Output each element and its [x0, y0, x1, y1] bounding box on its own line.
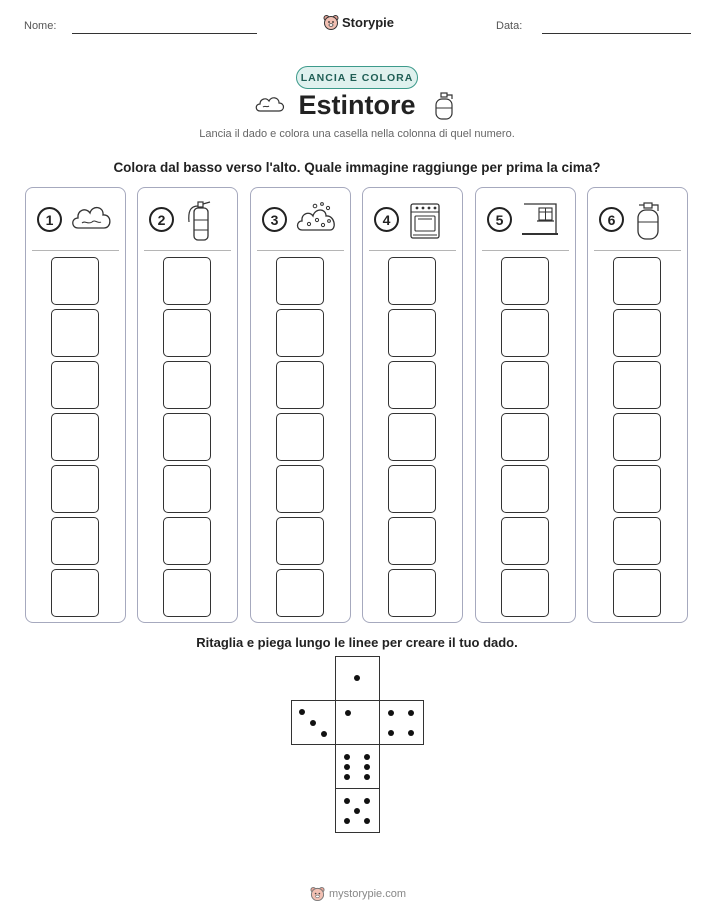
color-cell[interactable] — [613, 257, 661, 305]
color-cell[interactable] — [501, 361, 549, 409]
column-3 — [250, 187, 351, 623]
die-face-1 — [335, 700, 380, 745]
color-cell[interactable] — [51, 413, 99, 461]
die-face-6 — [335, 744, 380, 789]
color-cell[interactable] — [613, 569, 661, 617]
column-header — [363, 188, 462, 250]
column-4 — [362, 187, 463, 623]
page-title: Estintore — [298, 90, 416, 120]
window-icon — [520, 200, 560, 238]
color-cell[interactable] — [501, 517, 549, 565]
color-cell[interactable] — [388, 361, 436, 409]
smoke-cloud-icon — [70, 200, 114, 236]
die-face-3 — [291, 700, 336, 745]
die-pip — [388, 730, 394, 736]
die-pip — [364, 818, 370, 824]
color-cell[interactable] — [163, 413, 211, 461]
column-1 — [25, 187, 126, 623]
column-divider — [32, 250, 119, 251]
color-cell[interactable] — [163, 569, 211, 617]
color-cell[interactable] — [163, 257, 211, 305]
game-instruction: Colora dal basso verso l'alto. Quale immagine raggiunge per prima la cima? — [113, 160, 601, 175]
die-face-1 — [335, 656, 380, 701]
color-cell[interactable] — [276, 413, 324, 461]
color-cell[interactable] — [276, 569, 324, 617]
column-divider — [257, 250, 344, 251]
column-header — [476, 188, 575, 250]
color-cell[interactable] — [501, 413, 549, 461]
brand-logo — [323, 14, 394, 31]
footer — [310, 886, 406, 902]
column-number: 6 — [599, 207, 624, 232]
die-pip — [388, 710, 394, 716]
color-cell[interactable] — [501, 569, 549, 617]
color-cell[interactable] — [51, 257, 99, 305]
die-face-5 — [335, 788, 380, 833]
date-line[interactable] — [542, 33, 691, 34]
color-cell[interactable] — [501, 465, 549, 513]
color-cell[interactable] — [388, 465, 436, 513]
color-cell[interactable] — [613, 517, 661, 565]
color-cell[interactable] — [613, 309, 661, 357]
column-header — [251, 188, 350, 250]
color-cell[interactable] — [51, 361, 99, 409]
color-cell[interactable] — [613, 361, 661, 409]
column-divider — [144, 250, 231, 251]
die-pip — [321, 731, 327, 737]
column-number: 1 — [37, 207, 62, 232]
color-cell[interactable] — [51, 569, 99, 617]
die-pip — [364, 764, 370, 770]
die-pip — [344, 798, 350, 804]
footer-url: mystorypie.com — [329, 888, 407, 900]
gas-cylinder-icon — [632, 200, 664, 242]
color-cell[interactable] — [276, 465, 324, 513]
column-divider — [369, 250, 456, 251]
color-cell[interactable] — [388, 309, 436, 357]
column-number: 5 — [487, 207, 512, 232]
name-label: Nome: — [24, 20, 57, 32]
color-cell[interactable] — [51, 465, 99, 513]
bear-logo-icon — [323, 14, 339, 31]
bear-logo-icon — [310, 886, 325, 902]
color-cell[interactable] — [51, 309, 99, 357]
race-columns — [25, 187, 689, 623]
column-number: 2 — [149, 207, 174, 232]
column-2 — [137, 187, 238, 623]
color-cell[interactable] — [276, 309, 324, 357]
column-header — [588, 188, 687, 250]
die-pip — [344, 774, 350, 780]
color-cell[interactable] — [163, 309, 211, 357]
gas-cylinder-icon — [432, 91, 456, 121]
column-header — [138, 188, 237, 250]
color-cell[interactable] — [276, 517, 324, 565]
die-pip — [299, 709, 305, 715]
die-pip — [344, 818, 350, 824]
brand-name: Storypie — [342, 15, 395, 30]
color-cell[interactable] — [276, 361, 324, 409]
color-cell[interactable] — [613, 465, 661, 513]
column-divider — [482, 250, 569, 251]
die-pip — [364, 754, 370, 760]
die-pip — [364, 798, 370, 804]
die-pip — [364, 774, 370, 780]
name-line[interactable] — [72, 33, 257, 34]
column-number: 4 — [374, 207, 399, 232]
cut-instruction: Ritaglia e piega lungo le linee per creare il tuo dado. — [196, 635, 518, 650]
die-face-4 — [379, 700, 424, 745]
fire-extinguisher-icon — [182, 200, 216, 242]
die-pip — [408, 730, 414, 736]
die-pip — [344, 754, 350, 760]
column-5 — [475, 187, 576, 623]
color-cell[interactable] — [163, 361, 211, 409]
subtitle: Lancia il dado e colora una casella nella colonna di quel numero. — [199, 128, 515, 140]
die-pip — [310, 720, 316, 726]
die-pip — [345, 710, 351, 716]
column-6 — [587, 187, 688, 623]
stove-icon — [407, 200, 443, 240]
color-cell[interactable] — [388, 569, 436, 617]
color-cell[interactable] — [388, 413, 436, 461]
color-cell[interactable] — [51, 517, 99, 565]
color-cell[interactable] — [613, 413, 661, 461]
die-pip — [344, 764, 350, 770]
die-pip — [408, 710, 414, 716]
column-divider — [594, 250, 681, 251]
color-cell[interactable] — [163, 517, 211, 565]
column-header — [26, 188, 125, 250]
color-cell[interactable] — [501, 257, 549, 305]
foam-cloud-icon — [295, 200, 341, 236]
die-pip — [354, 675, 360, 681]
activity-badge: LANCIA E COLORA — [296, 66, 418, 89]
color-cell[interactable] — [388, 517, 436, 565]
column-number: 3 — [262, 207, 287, 232]
color-cell[interactable] — [388, 257, 436, 305]
color-cell[interactable] — [163, 465, 211, 513]
color-cell[interactable] — [276, 257, 324, 305]
color-cell[interactable] — [501, 309, 549, 357]
date-label: Data: — [496, 20, 523, 32]
die-pip — [354, 808, 360, 814]
